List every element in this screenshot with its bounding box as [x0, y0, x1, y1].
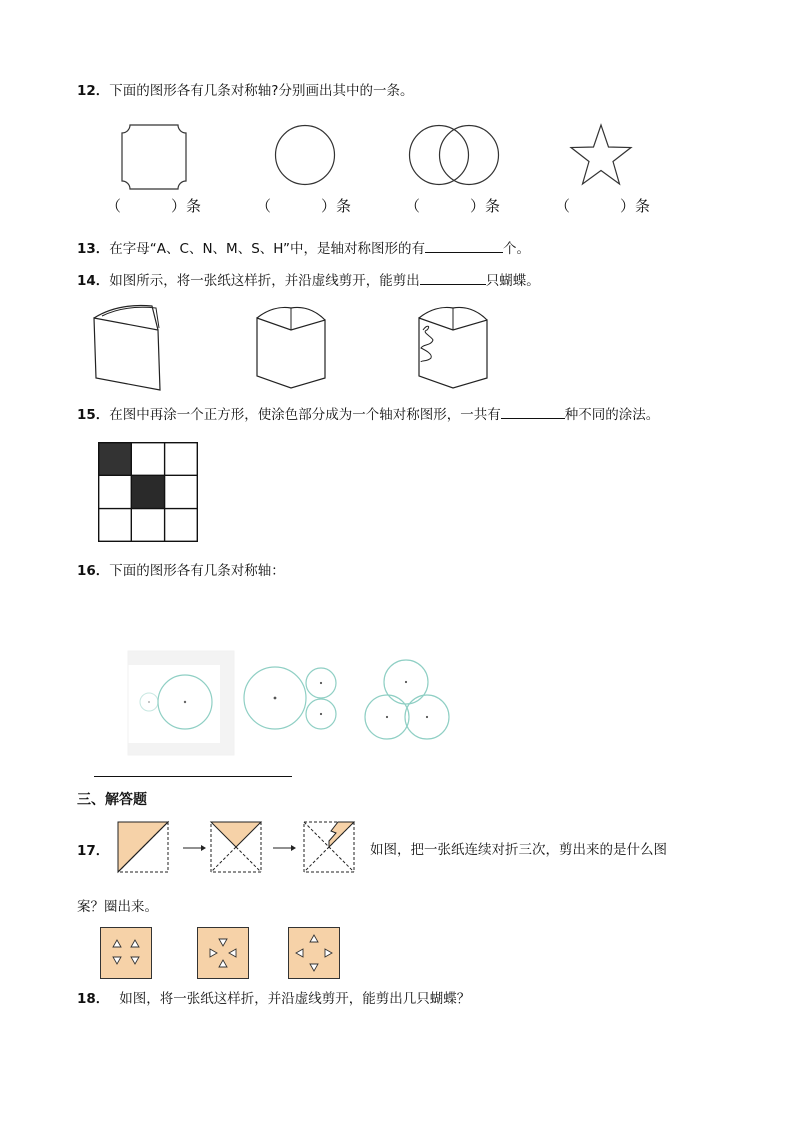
- q17-text-line1: 如图，把一张纸连续对折三次，剪出来的是什么图: [370, 842, 667, 858]
- q17-number: 17．: [77, 843, 110, 859]
- q14-number: 14．: [77, 273, 110, 289]
- section-title: 三、解答题: [77, 792, 147, 808]
- q15-number: 15．: [77, 407, 110, 423]
- q16-line: [77, 562, 285, 580]
- q16-figures: [128, 651, 458, 755]
- q14-blank[interactable]: [420, 270, 486, 285]
- q18-text: 如图，将一张纸这样折，并沿虚线剪开，能剪出几只蝴蝶？: [119, 991, 471, 1007]
- q13-line: [77, 238, 530, 258]
- q12-answer-3[interactable]: （ ）条: [405, 197, 501, 215]
- q17-folding-steps: [117, 821, 367, 873]
- q15-text-after: 种不同的涂法。: [564, 407, 660, 423]
- q12-number: 12．: [77, 83, 110, 99]
- q12-text: 下面的图形各有几条对称轴?分别画出其中的一条。: [109, 83, 414, 99]
- q17-option-3[interactable]: [288, 927, 340, 979]
- q15-line: [77, 404, 659, 424]
- q12-shape-cut-square: [122, 125, 186, 189]
- q14-line: [77, 270, 540, 290]
- q12-answer-2[interactable]: （ ）条: [256, 197, 352, 215]
- q14-text-after: 只蝴蝶。: [485, 273, 540, 289]
- q14-folded-paper-3: [415, 300, 491, 392]
- q15-blank[interactable]: [501, 404, 565, 419]
- q14-folded-paper-2: [253, 300, 329, 392]
- q13-number: 13．: [77, 241, 110, 257]
- q12-answer-1[interactable]: （ ）条: [106, 197, 202, 215]
- q12-answer-4[interactable]: （ ）条: [555, 197, 651, 215]
- q15-grid: [98, 442, 198, 542]
- q13-blank[interactable]: [425, 238, 503, 253]
- q12-shape-overlapping-circles: [409, 124, 499, 186]
- q15-text: 在图中再涂一个正方形，使涂色部分成为一个轴对称图形，一共有: [109, 407, 501, 423]
- q12-line: [77, 82, 413, 100]
- q14-folded-paper-1: [90, 300, 166, 392]
- q18-number: 18．: [77, 991, 110, 1007]
- q16-text: 下面的图形各有几条对称轴：: [109, 563, 285, 579]
- q15-shaded-cell-1: [98, 442, 131, 475]
- q16-figure-1: [140, 675, 212, 729]
- q16-number: 16．: [77, 563, 110, 579]
- q17-option-1[interactable]: [100, 927, 152, 979]
- q17-text-line2: 案？圈出来。: [77, 899, 158, 915]
- q16-answer-line[interactable]: [94, 776, 292, 777]
- q12-shape-circle: [274, 124, 336, 186]
- q16-figure-2: [244, 667, 336, 729]
- q18-line: [77, 990, 470, 1008]
- q15-shaded-cell-2: [131, 475, 164, 508]
- q17-option-2[interactable]: [197, 927, 249, 979]
- q16-figure-3: [365, 660, 449, 739]
- q12-shape-star: [569, 124, 633, 186]
- q13-text: 在字母“A、C、N、M、S、H”中，是轴对称图形的有: [109, 241, 425, 257]
- q14-text: 如图所示，将一张纸这样折，并沿虚线剪开，能剪出: [109, 273, 420, 289]
- q13-text-after: 个。: [503, 241, 530, 257]
